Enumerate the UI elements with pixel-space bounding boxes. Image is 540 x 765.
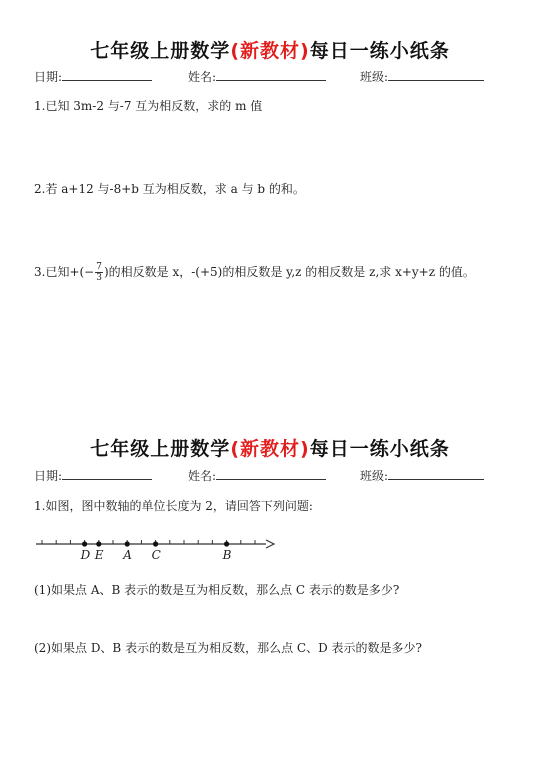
- q3-prefix: 3.已知+(−: [34, 265, 95, 279]
- sheet2-title: [0, 434, 540, 461]
- sheet1-date-field[interactable]: [34, 68, 152, 85]
- sheet1-title-suffix: 每日一练小纸条: [309, 40, 450, 62]
- sheet2-question-1-1: (1)如果点 A、B 表示的数是互为相反数，那么点 C 表示的数是多少?: [34, 583, 400, 597]
- sheet1-title-highlight: (新教材): [230, 40, 310, 62]
- sheet2-info-row: [0, 467, 540, 485]
- sheet2-title-highlight: (新教材): [230, 438, 310, 460]
- point-e-label: E: [94, 548, 104, 562]
- sheet2-name-field[interactable]: [188, 467, 326, 484]
- point-b-dot: [224, 541, 229, 546]
- date-label: 日期:: [34, 469, 63, 483]
- class-blank[interactable]: [388, 467, 484, 480]
- class-label: 班级:: [360, 469, 389, 483]
- point-a-label: A: [123, 548, 132, 562]
- sheet1-question-1: 1.已知 3m-2 与-7 互为相反数，求的 m 值: [34, 99, 263, 113]
- q3-frac-numerator: 7: [96, 262, 102, 272]
- sheet1-title-prefix: 七年级上册数学: [90, 40, 231, 62]
- point-d-dot: [82, 541, 87, 546]
- sheet1-question-3: [34, 262, 475, 283]
- sheet1-question-2: 2.若 a+12 与-8+b 互为相反数，求 a 与 b 的和。: [34, 182, 305, 196]
- q3-suffix: )的相反数是 x，-(+5)的相反数是 y,z 的相反数是 z,求 x+y+z 的值。: [103, 265, 475, 279]
- name-blank[interactable]: [216, 467, 326, 480]
- sheet2-class-field[interactable]: [360, 467, 484, 484]
- sheet1-info-row: [0, 68, 540, 86]
- sheet2-date-field[interactable]: [34, 467, 152, 484]
- sheet1-title: [0, 36, 540, 63]
- class-blank[interactable]: [388, 68, 484, 81]
- sheet2-question-1-2: (2)如果点 D、B 表示的数是互为相反数，那么点 C、D 表示的数是多少?: [34, 641, 422, 655]
- sheet2-title-prefix: 七年级上册数学: [90, 438, 231, 460]
- sheet1-class-field[interactable]: [360, 68, 484, 85]
- point-b-label: B: [222, 548, 232, 562]
- date-blank[interactable]: [62, 68, 152, 81]
- number-line-arrow-icon: [266, 540, 274, 548]
- point-e-dot: [96, 541, 101, 546]
- name-label: 姓名:: [188, 469, 217, 483]
- point-c-label: C: [151, 548, 161, 562]
- date-label: 日期:: [34, 70, 63, 84]
- date-blank[interactable]: [62, 467, 152, 480]
- sheet2-title-suffix: 每日一练小纸条: [309, 438, 450, 460]
- name-blank[interactable]: [216, 68, 326, 81]
- point-a-dot: [125, 541, 130, 546]
- class-label: 班级:: [360, 70, 389, 84]
- sheet2-question-1: 1.如图，图中数轴的单位长度为 2，请回答下列问题:: [34, 499, 313, 513]
- q3-frac-denominator: 3: [96, 273, 102, 283]
- name-label: 姓名:: [188, 70, 217, 84]
- q3-fraction: [95, 262, 103, 283]
- sheet1-name-field[interactable]: [188, 68, 326, 85]
- number-line-figure: [30, 530, 280, 564]
- point-d-label: D: [80, 548, 91, 562]
- point-c-dot: [153, 541, 158, 546]
